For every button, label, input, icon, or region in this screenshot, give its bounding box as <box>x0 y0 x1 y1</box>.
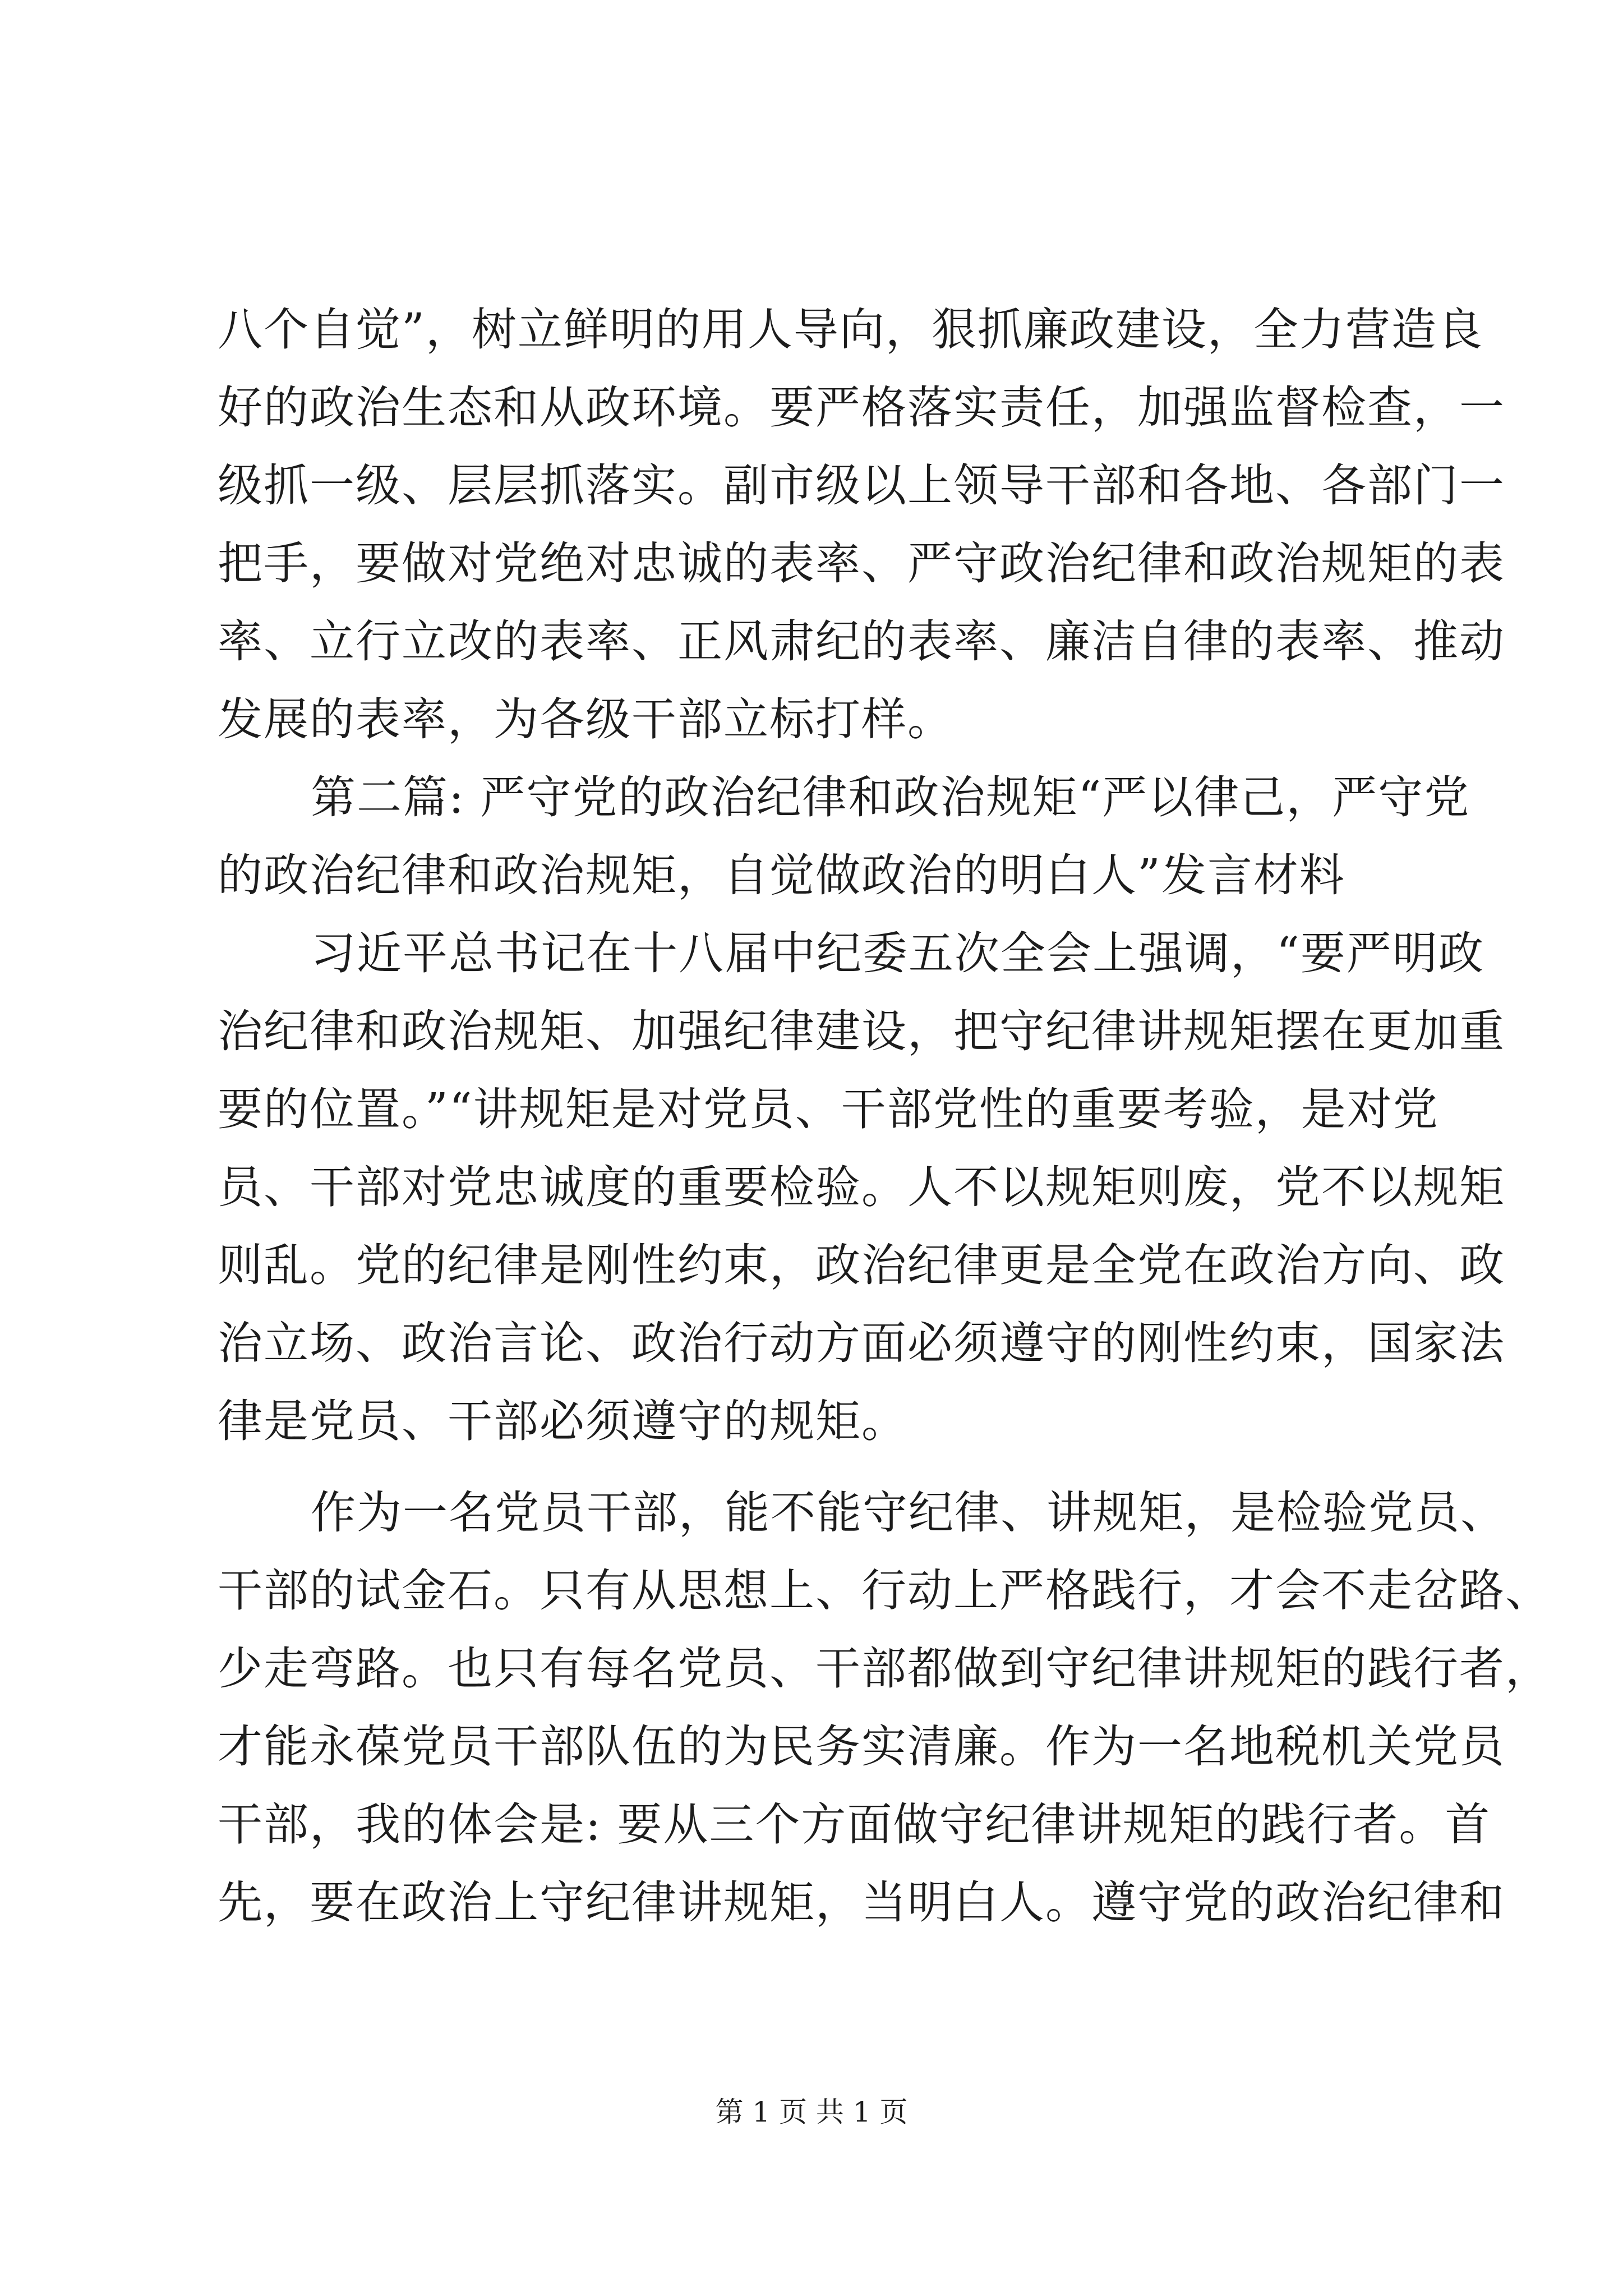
text-line: 干部的试金石。只有从思想上、行动上严格践行，才会不走岔路、 <box>218 1565 1551 1617</box>
text-line: 先，要在政治上守纪律讲规矩，当明白人。遵守党的政治纪律和 <box>218 1876 1505 1929</box>
paragraph <box>218 1474 1551 1941</box>
text-line: 干部，我的体会是: 要从三个方面做守纪律讲规矩的践行者。首 <box>218 1798 1491 1851</box>
document-body <box>218 291 1551 1941</box>
text-line: 治纪律和政治规矩、加强纪律建设，把守纪律讲规矩摆在更加重 <box>218 1005 1505 1057</box>
text-line: 则乱。党的纪律是刚性约束，政治纪律更是全党在政治方向、政 <box>218 1239 1505 1291</box>
text-line: 习近平总书记在十八届中纪委五次全会上强调，“要严明政 <box>311 927 1484 979</box>
text-line: 律是党员、干部必须遵守的规矩。 <box>218 1395 907 1447</box>
text-line: 才能永葆党员干部队伍的为民务实清廉。作为一名地税机关党员 <box>218 1720 1505 1773</box>
text-line: 级抓一级、层层抓落实。副市级以上领导干部和各地、各部门一 <box>218 459 1505 512</box>
text-line: 把手，要做对党绝对忠诚的表率、严守政治纪律和政治规矩的表 <box>218 537 1505 590</box>
paragraph <box>218 291 1505 758</box>
page-footer <box>0 2090 1623 2130</box>
text-line: 发展的表率，为各级干部立标打样。 <box>218 693 953 746</box>
text-line: 员、干部对党忠诚度的重要检验。人不以规矩则废，党不以规矩 <box>218 1161 1505 1213</box>
paragraph <box>218 914 1505 1460</box>
text-line: 第二篇: 严守党的政治纪律和政治规矩“严以律己，严守党 <box>311 771 1470 823</box>
text-line: 要的位置。”“讲规矩是对党员、干部党性的重要考验，是对党 <box>218 1083 1439 1135</box>
text-line: 治立场、政治言论、政治行动方面必须遵守的刚性约束，国家法 <box>218 1317 1505 1369</box>
text-line: 率、立行立改的表率、正风肃纪的表率、廉洁自律的表率、推动 <box>218 615 1505 668</box>
text-line: 少走弯路。也只有每名党员、干部都做到守纪律讲规矩的践行者， <box>218 1642 1551 1695</box>
text-line: 八个自觉”，树立鲜明的用人导向，狠抓廉政建设，全力营造良 <box>218 303 1483 356</box>
page-number: 第 1 页 共 1 页 <box>715 2096 908 2128</box>
text-line: 好的政治生态和从政环境。要严格落实责任，加强监督检查，一 <box>218 381 1505 434</box>
paragraph <box>218 758 1470 914</box>
text-line: 的政治纪律和政治规矩，自觉做政治的明白人”发言材料 <box>218 849 1345 901</box>
text-line: 作为一名党员干部，能不能守纪律、讲规矩，是检验党员、 <box>311 1487 1506 1539</box>
